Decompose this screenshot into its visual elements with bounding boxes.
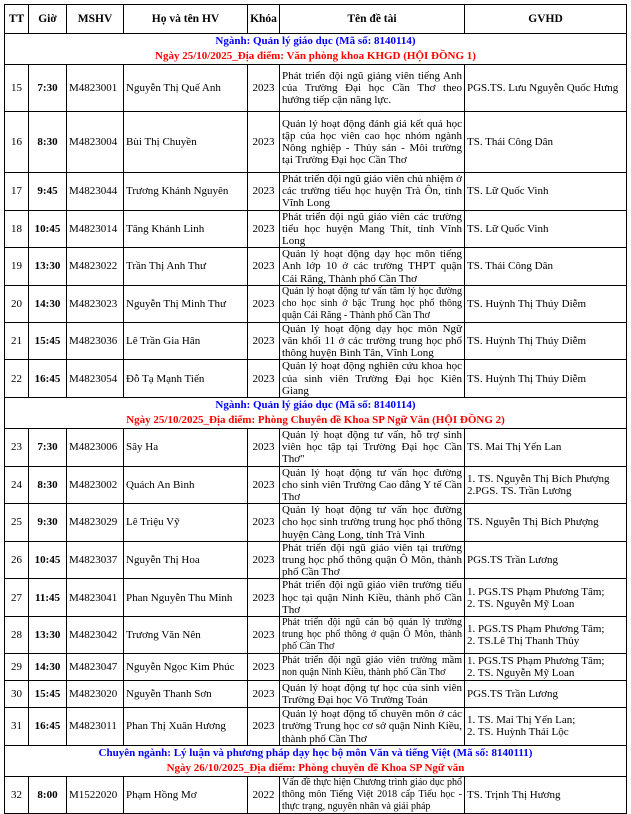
defense-time: 8:30 (29, 466, 67, 504)
column-header: Giờ (29, 5, 67, 34)
row-number: 32 (5, 776, 29, 813)
advisor: 1. PGS.TS Phạm Phương Tâm; 2. TS.Lê Thị Thanh Thủy (465, 617, 627, 654)
defense-time: 14:30 (29, 654, 67, 681)
row-number: 31 (5, 708, 29, 746)
thesis-topic: Phát triển đội ngũ cán bộ quản lý trường trung học phổ thông ở quận Ô Môn, thành phố Cần Thơ (280, 617, 465, 654)
row-number: 22 (5, 360, 29, 398)
defense-schedule-table (4, 4, 627, 814)
column-header: MSHV (67, 5, 124, 34)
defense-time: 7:30 (29, 65, 67, 112)
cohort-year: 2023 (248, 708, 280, 746)
advisor: 1. PGS.TS Phạm Phương Tâm; 2. TS. Nguyễn Mỹ Loan (465, 579, 627, 617)
section-title: Chuyên ngành: Lý luận và phương pháp dạy học bộ môn Văn và tiếng Việt (Mã số: 8140111) (98, 746, 533, 759)
advisor: TS. Lữ Quốc Vinh (465, 210, 627, 248)
row-number: 17 (5, 173, 29, 211)
defense-time: 14:30 (29, 285, 67, 322)
defense-time: 9:45 (29, 173, 67, 211)
row-number: 24 (5, 466, 29, 504)
table-row (5, 617, 627, 654)
section-header (5, 398, 627, 429)
student-name: Bùi Thị Chuyền (124, 112, 248, 173)
advisor: PGS.TS Trần Lương (465, 681, 627, 708)
table-row (5, 541, 627, 579)
student-id: M4823001 (67, 65, 124, 112)
cohort-year: 2023 (248, 579, 280, 617)
defense-time: 10:45 (29, 541, 67, 579)
student-name: Đỗ Tạ Mạnh Tiến (124, 360, 248, 398)
cohort-year: 2023 (248, 210, 280, 248)
cohort-year: 2023 (248, 248, 280, 286)
cohort-year: 2023 (248, 541, 280, 579)
column-header: TT (5, 5, 29, 34)
thesis-topic: Phát triển đội ngũ giảng viên tiếng Anh của Trường Đại học Cần Thơ theo hướng tiếp cận năng lực. (280, 65, 465, 112)
student-id: M4823036 (67, 322, 124, 360)
student-name: Trương Văn Nên (124, 617, 248, 654)
advisor: TS. Nguyễn Thị Bích Phượng (465, 504, 627, 542)
table-row (5, 285, 627, 322)
column-header: Khóa (248, 5, 280, 34)
advisor: TS. Trịnh Thị Hương (465, 776, 627, 813)
cohort-year: 2023 (248, 681, 280, 708)
row-number: 15 (5, 65, 29, 112)
student-name: Lê Trần Gia Hân (124, 322, 248, 360)
advisor: 1. PGS.TS Phạm Phương Tâm; 2. TS. Nguyễn Mỹ Loan (465, 654, 627, 681)
row-number: 19 (5, 248, 29, 286)
defense-time: 16:45 (29, 360, 67, 398)
row-number: 28 (5, 617, 29, 654)
cohort-year: 2023 (248, 466, 280, 504)
row-number: 16 (5, 112, 29, 173)
student-id: M4823044 (67, 173, 124, 211)
table-row (5, 504, 627, 542)
thesis-topic: Quản lý hoạt động tư vấn học đường cho sinh viên Trường Cao đẳng Y tế Cần Thơ (280, 466, 465, 504)
thesis-topic: Phát triển đội ngũ giáo viên trường tiểu học tại quận Ninh Kiều, thành phố Cần Thơ (280, 579, 465, 617)
thesis-topic: Phát triển đội ngũ giáo viên trường mầm non quận Ninh Kiều, thành phố Cần Thơ (280, 654, 465, 681)
student-id: M4823041 (67, 579, 124, 617)
cohort-year: 2023 (248, 617, 280, 654)
student-name: Nguyễn Thanh Sơn (124, 681, 248, 708)
cohort-year: 2023 (248, 504, 280, 542)
advisor: TS. Lữ Quốc Vinh (465, 173, 627, 211)
student-name: Nguyễn Thị Hoa (124, 541, 248, 579)
advisor: TS. Huỳnh Thị Thúy Diễm (465, 322, 627, 360)
student-name: Tăng Khánh Linh (124, 210, 248, 248)
section-title: Ngành: Quản lý giáo dục (Mã số: 8140114) (215, 35, 416, 47)
cohort-year: 2023 (248, 654, 280, 681)
student-name: Quách An Bình (124, 466, 248, 504)
thesis-topic: Quản lý hoạt động tư vấn học đường cho học sinh trường trung học phổ thông huyện Càng Long, tỉnh Trà Vinh (280, 504, 465, 542)
student-id: M4823037 (67, 541, 124, 579)
defense-time: 8:30 (29, 112, 67, 173)
table-row (5, 429, 627, 467)
table-row (5, 360, 627, 398)
thesis-topic: Quản lý hoạt động tự học của sinh viên Trường Đại học Võ Trường Toản (280, 681, 465, 708)
defense-time: 8:00 (29, 776, 67, 813)
table-row (5, 654, 627, 681)
advisor: TS. Huỳnh Thị Thúy Diễm (465, 285, 627, 322)
table-row (5, 708, 627, 746)
student-id: M4823023 (67, 285, 124, 322)
student-name: Phạm Hồng Mơ (124, 776, 248, 813)
advisor: PGS.TS. Lưu Nguyễn Quốc Hưng (465, 65, 627, 112)
cohort-year: 2023 (248, 322, 280, 360)
cohort-year: 2023 (248, 360, 280, 398)
table-row (5, 173, 627, 211)
row-number: 23 (5, 429, 29, 467)
student-name: Lê Triệu Vỹ (124, 504, 248, 542)
row-number: 20 (5, 285, 29, 322)
advisor: TS. Mai Thị Yến Lan (465, 429, 627, 467)
row-number: 26 (5, 541, 29, 579)
row-number: 30 (5, 681, 29, 708)
thesis-topic: Quản lý hoạt động dạy học môn tiếng Anh lớp 10 ở các trường THPT quận Cái Răng, Thành phố Cần Thơ (280, 248, 465, 286)
student-id: M4823029 (67, 504, 124, 542)
section-title: Ngành: Quản lý giáo dục (Mã số: 8140114) (215, 399, 416, 412)
table-row (5, 681, 627, 708)
defense-time: 13:30 (29, 248, 67, 286)
table-row (5, 248, 627, 286)
defense-time: 15:45 (29, 322, 67, 360)
section-date-location: Ngày 25/10/2025_Địa điểm: Văn phòng khoa KHGD (HỘI ĐỒNG 1) (155, 50, 476, 62)
cohort-year: 2023 (248, 112, 280, 173)
student-name: Nguyễn Thị Quế Anh (124, 65, 248, 112)
student-id: M1522020 (67, 776, 124, 813)
defense-time: 15:45 (29, 681, 67, 708)
thesis-topic: Quản lý hoạt động tổ chuyên môn ở các trường Trung học cơ sở quận Ninh Kiều, thành phố Cần Thơ (280, 708, 465, 746)
student-id: M4823006 (67, 429, 124, 467)
thesis-topic: Phát triển đội ngũ giáo viên tại trường trung học phổ thông quận Ô Môn, thành phố Cần Thơ (280, 541, 465, 579)
row-number: 21 (5, 322, 29, 360)
row-number: 18 (5, 210, 29, 248)
student-id: M4823054 (67, 360, 124, 398)
thesis-topic: Quản lý hoạt động dạy học môn Ngữ văn khối 11 ở các trường trung học phổ thông huyện Bình Tân, Vĩnh Long (280, 322, 465, 360)
table-row (5, 322, 627, 360)
advisor: 1. TS. Nguyễn Thị Bích Phượng 2.PGS. TS. Trần Lương (465, 466, 627, 504)
thesis-topic: Quản lý hoạt động tư vấn tâm lý học đường cho học sinh ở bậc Trung học phổ thông quận Cái Răng - Thành phố Cần Thơ (280, 285, 465, 322)
defense-time: 7:30 (29, 429, 67, 467)
defense-time: 16:45 (29, 708, 67, 746)
defense-time: 11:45 (29, 579, 67, 617)
student-id: M4823047 (67, 654, 124, 681)
row-number: 27 (5, 579, 29, 617)
cohort-year: 2022 (248, 776, 280, 813)
thesis-topic: Vấn đề thực hiện Chương trình giáo dục phổ thông môn Tiếng Việt 2018 cấp Tiểu học - thực trạng, nguyên nhân và giải pháp (280, 776, 465, 813)
student-id: M4823014 (67, 210, 124, 248)
advisor: TS. Thái Công Dân (465, 112, 627, 173)
cohort-year: 2023 (248, 285, 280, 322)
student-id: M4823022 (67, 248, 124, 286)
thesis-topic: Quản lý hoạt động đánh giá kết quả học tập của học viên cao học nhóm ngành Nông nghiệp - Thủy sản - Môi trường tại Trường Đại học Cần Thơ (280, 112, 465, 173)
row-number: 29 (5, 654, 29, 681)
student-id: M4823004 (67, 112, 124, 173)
defense-time: 10:45 (29, 210, 67, 248)
student-id: M4823011 (67, 708, 124, 746)
student-name: Nguyễn Thị Minh Thư (124, 285, 248, 322)
table-row (5, 579, 627, 617)
table-row (5, 112, 627, 173)
cohort-year: 2023 (248, 65, 280, 112)
advisor: TS. Thái Công Dân (465, 248, 627, 286)
student-name: Sây Ha (124, 429, 248, 467)
section-header (5, 745, 627, 776)
defense-time: 13:30 (29, 617, 67, 654)
thesis-topic: Quản lý hoạt động tư vấn, hỗ trợ sinh viên học tập tại Trường Đại học Cần Thơ" (280, 429, 465, 467)
thesis-topic: Phát triển đội ngũ giáo viên chủ nhiệm ở các trường tiểu học huyện Trà Ôn, tỉnh Vĩnh Long (280, 173, 465, 211)
thesis-topic: Phát triển đội ngũ giáo viên các trường tiểu học huyện Mang Thít, tỉnh Vĩnh Long (280, 210, 465, 248)
advisor: TS. Huỳnh Thị Thúy Diễm (465, 360, 627, 398)
table-row (5, 776, 627, 813)
student-id: M4823020 (67, 681, 124, 708)
advisor: PGS.TS Trần Lương (465, 541, 627, 579)
student-name: Nguyễn Ngọc Kim Phúc (124, 654, 248, 681)
advisor: 1. TS. Mai Thị Yến Lan; 2. TS. Huỳnh Thái Lộc (465, 708, 627, 746)
table-row (5, 210, 627, 248)
student-id: M4823002 (67, 466, 124, 504)
column-header: Tên đề tài (280, 5, 465, 34)
header-row (5, 5, 627, 34)
defense-time: 9:30 (29, 504, 67, 542)
thesis-topic: Quản lý hoạt động nghiên cứu khoa học của sinh viên Trường Đại học Kiên Giang (280, 360, 465, 398)
section-date-location: Ngày 25/10/2025_Địa điểm: Phòng Chuyên đề Khoa SP Ngữ Văn (HỘI ĐỒNG 2) (126, 414, 505, 427)
section-header (5, 34, 627, 65)
cohort-year: 2023 (248, 173, 280, 211)
student-name: Trương Khánh Nguyên (124, 173, 248, 211)
table-row (5, 466, 627, 504)
section-date-location: Ngày 26/10/2025_Địa điểm: Phòng chuyên đề Khoa SP Ngữ văn (166, 761, 465, 774)
cohort-year: 2023 (248, 429, 280, 467)
student-name: Phan Nguyễn Thu Minh (124, 579, 248, 617)
student-name: Trần Thị Anh Thư (124, 248, 248, 286)
table-row (5, 65, 627, 112)
row-number: 25 (5, 504, 29, 542)
column-header: GVHD (465, 5, 627, 34)
student-id: M4823042 (67, 617, 124, 654)
student-name: Phan Thị Xuân Hương (124, 708, 248, 746)
column-header: Họ và tên HV (124, 5, 248, 34)
